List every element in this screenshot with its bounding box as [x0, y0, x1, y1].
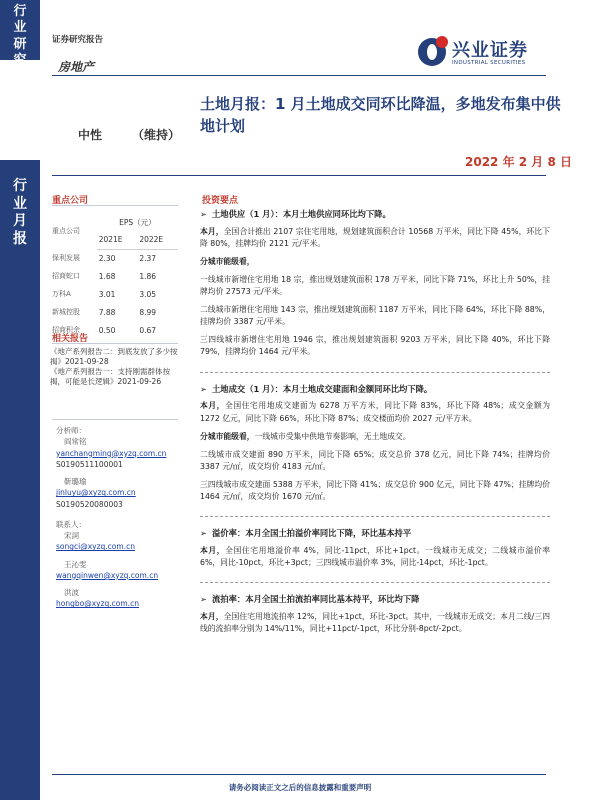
- summary-content: [200, 208, 550, 641]
- paragraph: 三四线城市成交建面 5388 万平米，同比下降 41%；成交总价 900 亿元，同比下降 47%；挂牌均价 1464 元/㎡，成交均价 1670 元/㎡。: [200, 479, 550, 501]
- disclaimer-footer: 请务必阅读正文之后的信息披露和重要声明: [228, 783, 372, 792]
- arrow-bullet-icon: ➢: [200, 593, 207, 604]
- section-trade: [200, 383, 550, 396]
- sidebar-char: 行: [13, 4, 27, 19]
- analyst-role-label: 分析师：: [56, 426, 86, 435]
- contact-name: 宋詞: [64, 531, 79, 540]
- paragraph-text: 全国住宅用地溢价率 4%，同比-11pct，环比+1pct。一线城市无成交；二线城市溢价率 6%，同比-10pct，环比+3pct；三四线城市溢价率 3%，同比-14pct，环比-1pct。: [200, 545, 550, 567]
- contact-email-link[interactable]: songci@xyzq.com.cn: [56, 542, 135, 552]
- sidebar-char: 月: [13, 213, 27, 229]
- section-failed-title: 流拍率：本月全国土拍流拍率同比基本持平，环比均下降: [212, 593, 420, 604]
- sidebar-bottom-band: [0, 160, 40, 800]
- contact-email-link[interactable]: wangqinwen@xyzq.com.cn: [56, 570, 159, 580]
- logo-dot-icon: [436, 36, 448, 48]
- paragraph: 二线城市新增住宅用地 143 宗，推出规划建筑面积 1187 万平米，同比下降 64%，环比下降 88%，挂牌均价 3387 元/平米。: [200, 305, 550, 327]
- company-name: 招商积余: [52, 326, 80, 334]
- eps-2021: 7.88: [98, 307, 116, 317]
- company-name: 万科A: [52, 290, 71, 298]
- table-header-name: 重点公司: [52, 227, 80, 235]
- related-reports-list: [50, 347, 178, 388]
- eps-2022: 8.99: [139, 307, 157, 317]
- table-header-row: [50, 213, 178, 231]
- report-date: 2022 年 2 月 8 日: [465, 155, 572, 169]
- sidebar-char: 业: [13, 195, 27, 212]
- arrow-bullet-icon: ➢: [200, 209, 207, 219]
- eps-2021: 3.01: [98, 289, 116, 299]
- eps-2022: 0.67: [139, 325, 157, 335]
- paragraph-lead: 本月，: [200, 611, 224, 621]
- section-failed: [200, 593, 550, 606]
- paragraph-text: 全国住宅用地成交建面为 6278 万平方米，同比下降 83%，环比下降 48%；成交金额为 1272 亿元，同比下降 66%，环比下降 87%；成交楼面均价 2027 元/平方米。: [200, 401, 550, 423]
- analysts-block: [56, 425, 180, 610]
- report-type-label: 证券研究报告: [52, 35, 104, 45]
- section-premium-title: 溢价率：本月全国土拍溢价率同比下降，环比基本持平: [212, 527, 412, 538]
- key-companies-table: [50, 213, 178, 339]
- analyst-cert-id: S0190520080003: [56, 499, 123, 509]
- report-title: 土地月报：1 月土地成交同环比降温，多地发布集中供地计划: [200, 95, 561, 135]
- paragraph: 二线城市成交建面 890 万平米，同比下降 65%；成交总价 378 亿元，同比下降 74%；挂牌均价 3387 元/㎡，成交均价 4183 元/㎡。: [200, 449, 550, 471]
- table-header-year: 2021E: [97, 231, 138, 249]
- sidebar-char: 研: [13, 36, 27, 52]
- paragraph-text: 全国合计推出 2107 宗住宅用地，规划建筑面积合计 10568 万平米，同比下降 45%，环比下降 80%，挂牌均价 2121 元/平米。: [200, 226, 551, 248]
- contact-email-link[interactable]: hongbo@xyzq.com.cn: [56, 599, 139, 609]
- logo-text-en: INDUSTRIAL SECURITIES: [452, 60, 526, 66]
- paragraph: 三四线城市新增住宅用地 1946 宗，推出规划建筑面积 9203 万平米，同比下降 40%，环比下降 79%，挂牌均价 1464 元/平米。: [200, 335, 550, 357]
- sidebar-char: 行: [13, 178, 27, 194]
- paragraph-lead: 本月，: [200, 401, 226, 411]
- sidebar-char: 业: [13, 20, 27, 36]
- eps-2022: 3.05: [139, 289, 157, 299]
- section-premium: [200, 527, 550, 540]
- section-divider: [200, 516, 550, 517]
- sector-label: 房地产: [58, 60, 95, 74]
- analysts-rule: [52, 419, 178, 420]
- paragraph: [200, 611, 550, 635]
- sidebar-label-industry-research: [0, 4, 40, 69]
- city-tier-label: 分城市能级看，: [200, 431, 255, 441]
- related-report-link[interactable]: 《地产系列报告二：到底发放了多少按揭》2021-09-28: [50, 347, 178, 367]
- paragraph: [200, 431, 550, 443]
- paragraph: [200, 226, 550, 250]
- eps-2022: 2.37: [139, 253, 157, 263]
- paragraph: [200, 545, 550, 569]
- paragraph-text: 全国住宅用地流拍率 12%，同比+1pct，环比-3pct。其中，一线城市无成交；本月二线/三四线的流拍率分别为 14%/11%，同比+11pct/-1pct，环比分别-8pct/-2pct。: [200, 611, 550, 633]
- table-header-year: 2022E: [137, 231, 178, 249]
- rating-value: 中性: [78, 128, 103, 142]
- analyst-name: 阎常铭: [64, 437, 87, 447]
- contact-name: 王沁雯: [64, 559, 87, 569]
- footer-divider: [52, 774, 546, 775]
- city-tier-label: 分城市能级看，: [200, 257, 255, 267]
- analyst-email-link[interactable]: yanchangming@xyzq.com.cn: [56, 448, 167, 458]
- contact-role-label: 联系人：: [56, 519, 86, 529]
- eps-2022: 1.86: [139, 271, 157, 281]
- section-trade-title: 土地成交（1 月）：本月土地成交建面和金额同环比均下降。: [212, 383, 433, 394]
- key-companies-rule: [52, 205, 178, 206]
- key-companies-heading: 重点公司: [52, 196, 89, 206]
- table-row: [50, 267, 178, 285]
- company-name: 招商蛇口: [52, 272, 80, 280]
- table-row: [50, 285, 178, 303]
- related-report-link[interactable]: 《地产系列报告一：支持刚需群体按揭，可能是长逻辑》2021-09-26: [50, 367, 170, 387]
- title-divider: [52, 175, 546, 176]
- rating-status: （维持）: [132, 128, 181, 142]
- section-divider: [200, 372, 550, 373]
- eps-2021: 1.68: [98, 271, 116, 281]
- analyst-name: 靳璐瑜: [64, 477, 87, 486]
- paragraph-lead: 本月，: [200, 545, 226, 555]
- table-header-eps: EPS（元）: [119, 217, 156, 227]
- table-row: [50, 249, 178, 267]
- sidebar-label-monthly-report: [0, 178, 40, 248]
- paragraph: 一线城市新增住宅用地 18 宗，推出规划建筑面积 178 万平米，同比下降 71%，环比上升 50%，挂牌均价 27573 元/平米。: [200, 275, 550, 297]
- sidebar-char: 报: [13, 230, 27, 247]
- header-divider: [52, 75, 546, 76]
- logo-text-cn: 兴业证券: [452, 40, 528, 61]
- company-logo: [418, 36, 568, 72]
- analyst-cert-id: S0190511100001: [56, 459, 123, 469]
- section-supply: [200, 208, 550, 221]
- section-supply-title: 土地供应（1 月）：本月土地供应同环比均下降。: [212, 209, 391, 219]
- analyst-email-link[interactable]: jinluyu@xyzq.com.cn: [56, 488, 136, 498]
- paragraph-text: 一线城市受集中供地节奏影响，无土地成交。: [254, 431, 411, 441]
- summary-heading: 投资要点: [202, 196, 239, 206]
- section-divider: [200, 582, 550, 583]
- related-reports-rule: [52, 343, 178, 344]
- paragraph: [200, 400, 550, 424]
- eps-2021: 0.50: [98, 325, 116, 335]
- sidebar-char: 究: [13, 52, 27, 68]
- paragraph-lead: 本月，: [200, 226, 224, 236]
- arrow-bullet-icon: ➢: [200, 527, 207, 538]
- company-name: 新城控股: [52, 308, 80, 316]
- contact-name: 洪波: [64, 588, 79, 597]
- arrow-bullet-icon: ➢: [200, 383, 207, 394]
- company-name: 保利发展: [52, 254, 80, 262]
- table-row: [50, 303, 178, 321]
- related-reports-heading: 相关报告: [52, 334, 89, 344]
- eps-2021: 2.30: [98, 253, 116, 263]
